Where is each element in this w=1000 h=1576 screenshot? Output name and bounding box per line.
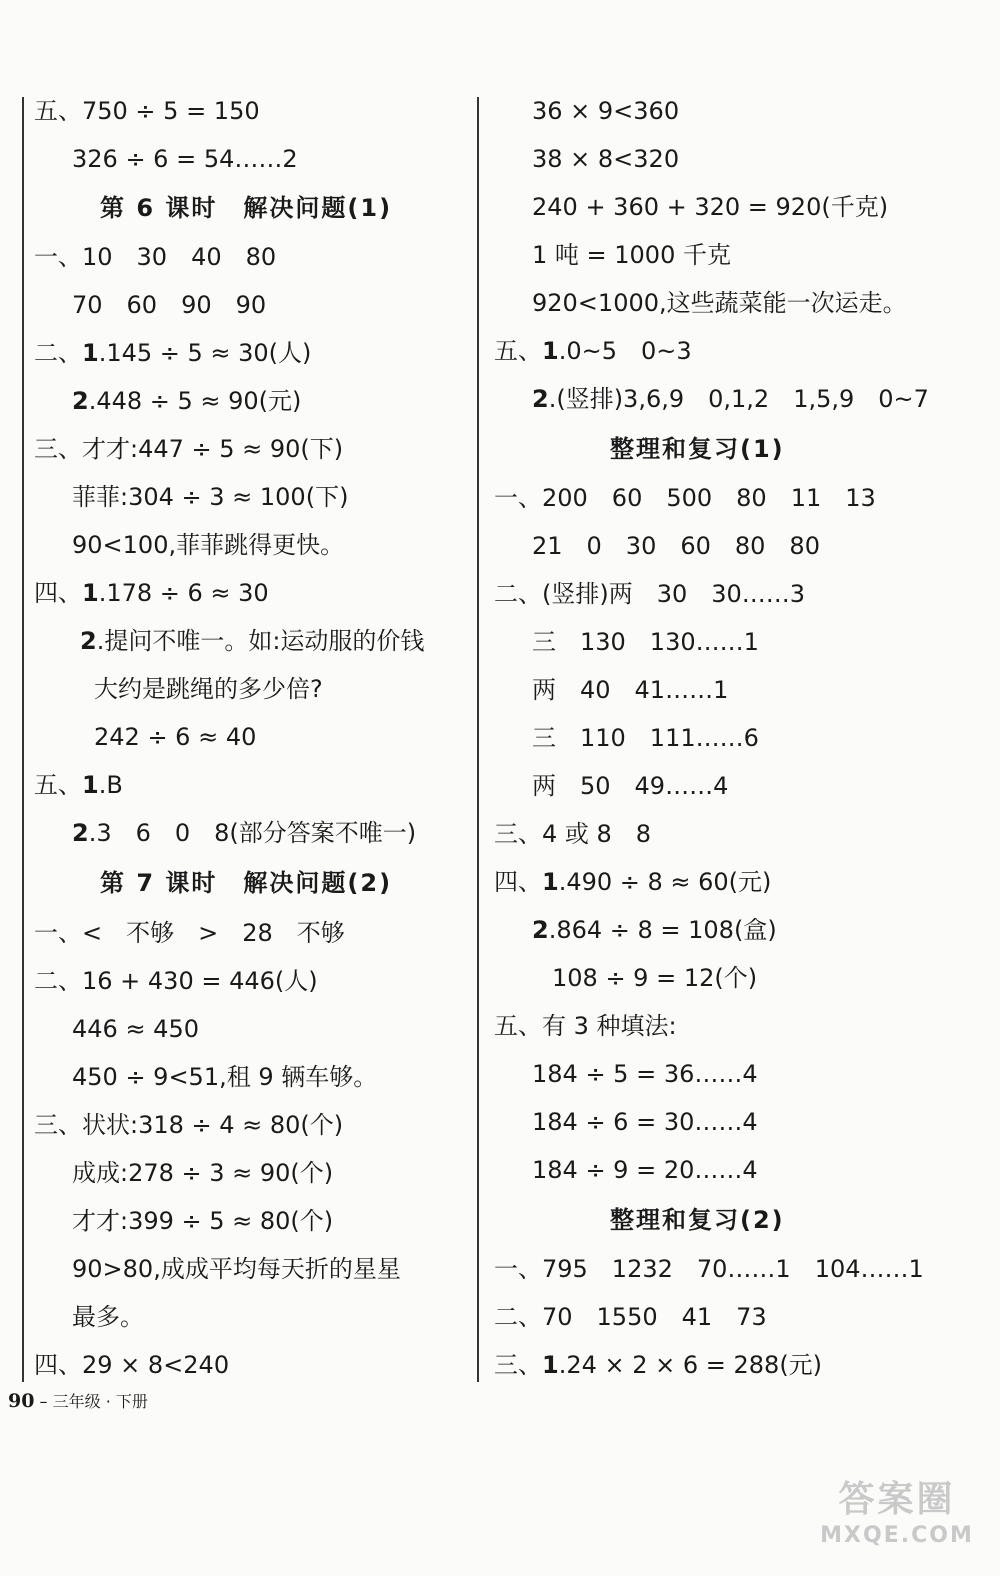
- answer-line: [494, 334, 692, 368]
- sub-number: 2: [532, 385, 549, 413]
- answer-line: 两 40 41……1: [532, 676, 729, 704]
- watermark-logo-text: 答案圈: [838, 1479, 956, 1520]
- answer-line: 三 130 130……1: [532, 628, 759, 656]
- answer-text: .864 ÷ 8 = 108(盒): [548, 916, 777, 944]
- answer-line: 446 ≈ 450: [72, 1015, 199, 1043]
- answer-text: .145 ÷ 5 ≈ 30(人): [98, 339, 312, 367]
- answer-text: .0~5 0~3: [558, 337, 692, 365]
- question-prefix: 三、: [494, 1351, 542, 1379]
- page-number: 90: [8, 1390, 35, 1412]
- answer-line: 90<100,菲菲跳得更快。: [72, 531, 345, 559]
- answer-line: [80, 624, 424, 658]
- answer-line: 成成:278 ÷ 3 ≈ 90(个): [72, 1159, 334, 1187]
- answer-text: .178 ÷ 6 ≈ 30: [98, 579, 269, 607]
- answer-line: 21 0 30 60 80 80: [532, 532, 820, 560]
- answer-line: 184 ÷ 6 = 30……4: [532, 1108, 758, 1136]
- answer-text: .24 × 2 × 6 = 288(元): [558, 1351, 823, 1379]
- sub-number: 1: [82, 339, 99, 367]
- column-divider: [477, 97, 479, 1382]
- question-prefix: 五、: [494, 337, 542, 365]
- answer-line: 一、200 60 500 80 11 13: [494, 484, 876, 512]
- answer-line: 五、有 3 种填法:: [494, 1012, 677, 1040]
- page-footer: [8, 1390, 148, 1413]
- answer-line: [494, 865, 771, 899]
- answer-line: [34, 576, 269, 610]
- answer-line: [72, 384, 301, 418]
- question-prefix: 二、: [34, 339, 82, 367]
- answer-line: 一、795 1232 70……1 104……1: [494, 1255, 924, 1283]
- sub-number: 2: [72, 819, 89, 847]
- section-heading: 第 6 课时 解决问题(1): [100, 194, 393, 222]
- sub-number: 1: [542, 337, 559, 365]
- answer-line: 二、70 1550 41 73: [494, 1303, 767, 1331]
- answer-line: 两 50 49……4: [532, 772, 729, 800]
- answer-line: 1 吨 = 1000 千克: [532, 241, 731, 269]
- answer-line: 二、16 + 430 = 446(人): [34, 967, 318, 995]
- answer-line: 184 ÷ 5 = 36……4: [532, 1060, 758, 1088]
- answer-line: 一、10 30 40 80: [34, 243, 277, 271]
- site-watermark: [812, 1478, 982, 1560]
- watermark-url: MXQE.COM: [820, 1523, 974, 1548]
- left-margin-rule: [22, 97, 24, 1382]
- answer-line: 240 + 360 + 320 = 920(千克): [532, 193, 889, 221]
- answer-line: [532, 382, 929, 416]
- footer-dash: –: [39, 1392, 48, 1411]
- answer-line: [532, 913, 777, 947]
- answer-text: .(竖排)3,6,9 0,1,2 1,5,9 0~7: [548, 385, 929, 413]
- answer-line: [34, 768, 123, 802]
- answer-line: 一、< 不够 > 28 不够: [34, 919, 345, 947]
- answer-line: 108 ÷ 9 = 12(个): [552, 964, 758, 992]
- answer-line: 五、750 ÷ 5 = 150: [34, 97, 260, 125]
- section-heading: 整理和复习(2): [610, 1206, 785, 1234]
- sub-number: 1: [542, 1351, 559, 1379]
- sub-number: 2: [80, 627, 97, 655]
- section-heading: 整理和复习(1): [610, 435, 785, 463]
- question-prefix: 四、: [494, 868, 542, 896]
- answer-line: [494, 1348, 822, 1382]
- answer-line: 70 60 90 90: [72, 291, 267, 319]
- answer-line: 38 × 8<320: [532, 145, 680, 173]
- answer-line: 三、4 或 8 8: [494, 820, 652, 848]
- answer-line: 大约是跳绳的多少倍?: [94, 675, 323, 703]
- sub-number: 1: [82, 771, 99, 799]
- answer-line: [72, 816, 416, 850]
- answer-text: .提问不唯一。如:运动服的价钱: [96, 627, 425, 655]
- answer-line: 920<1000,这些蔬菜能一次运走。: [532, 289, 907, 317]
- grade-label: 三年级 · 下册: [52, 1392, 148, 1411]
- answer-line: 才才:399 ÷ 5 ≈ 80(个): [72, 1207, 334, 1235]
- section-heading: 第 7 课时 解决问题(2): [100, 869, 393, 897]
- answer-line: 450 ÷ 9<51,租 9 辆车够。: [72, 1063, 378, 1091]
- answer-line: 三、状状:318 ÷ 4 ≈ 80(个): [34, 1111, 344, 1139]
- question-prefix: 四、: [34, 579, 82, 607]
- answer-line: 四、29 × 8<240: [34, 1351, 230, 1379]
- answer-line: 三、才才:447 ÷ 5 ≈ 90(下): [34, 435, 344, 463]
- answer-text: .3 6 0 8(部分答案不唯一): [88, 819, 417, 847]
- answer-text: .448 ÷ 5 ≈ 90(元): [88, 387, 302, 415]
- answer-line: 三 110 111……6: [532, 724, 759, 752]
- question-prefix: 五、: [34, 771, 82, 799]
- sub-number: 2: [72, 387, 89, 415]
- answer-text: .B: [98, 771, 123, 799]
- answer-line: 菲菲:304 ÷ 3 ≈ 100(下): [72, 483, 349, 511]
- answer-line: 326 ÷ 6 = 54……2: [72, 145, 298, 173]
- answer-line: 二、(竖排)两 30 30……3: [494, 580, 806, 608]
- sub-number: 1: [82, 579, 99, 607]
- answer-line: 36 × 9<360: [532, 97, 680, 125]
- answer-line: 90>80,成成平均每天折的星星: [72, 1255, 401, 1283]
- answer-line: 最多。: [72, 1303, 144, 1331]
- answer-line: 184 ÷ 9 = 20……4: [532, 1156, 758, 1184]
- answer-text: .490 ÷ 8 ≈ 60(元): [558, 868, 772, 896]
- answer-line: [34, 336, 311, 370]
- sub-number: 1: [542, 868, 559, 896]
- sub-number: 2: [532, 916, 549, 944]
- answer-line: 242 ÷ 6 ≈ 40: [94, 723, 257, 751]
